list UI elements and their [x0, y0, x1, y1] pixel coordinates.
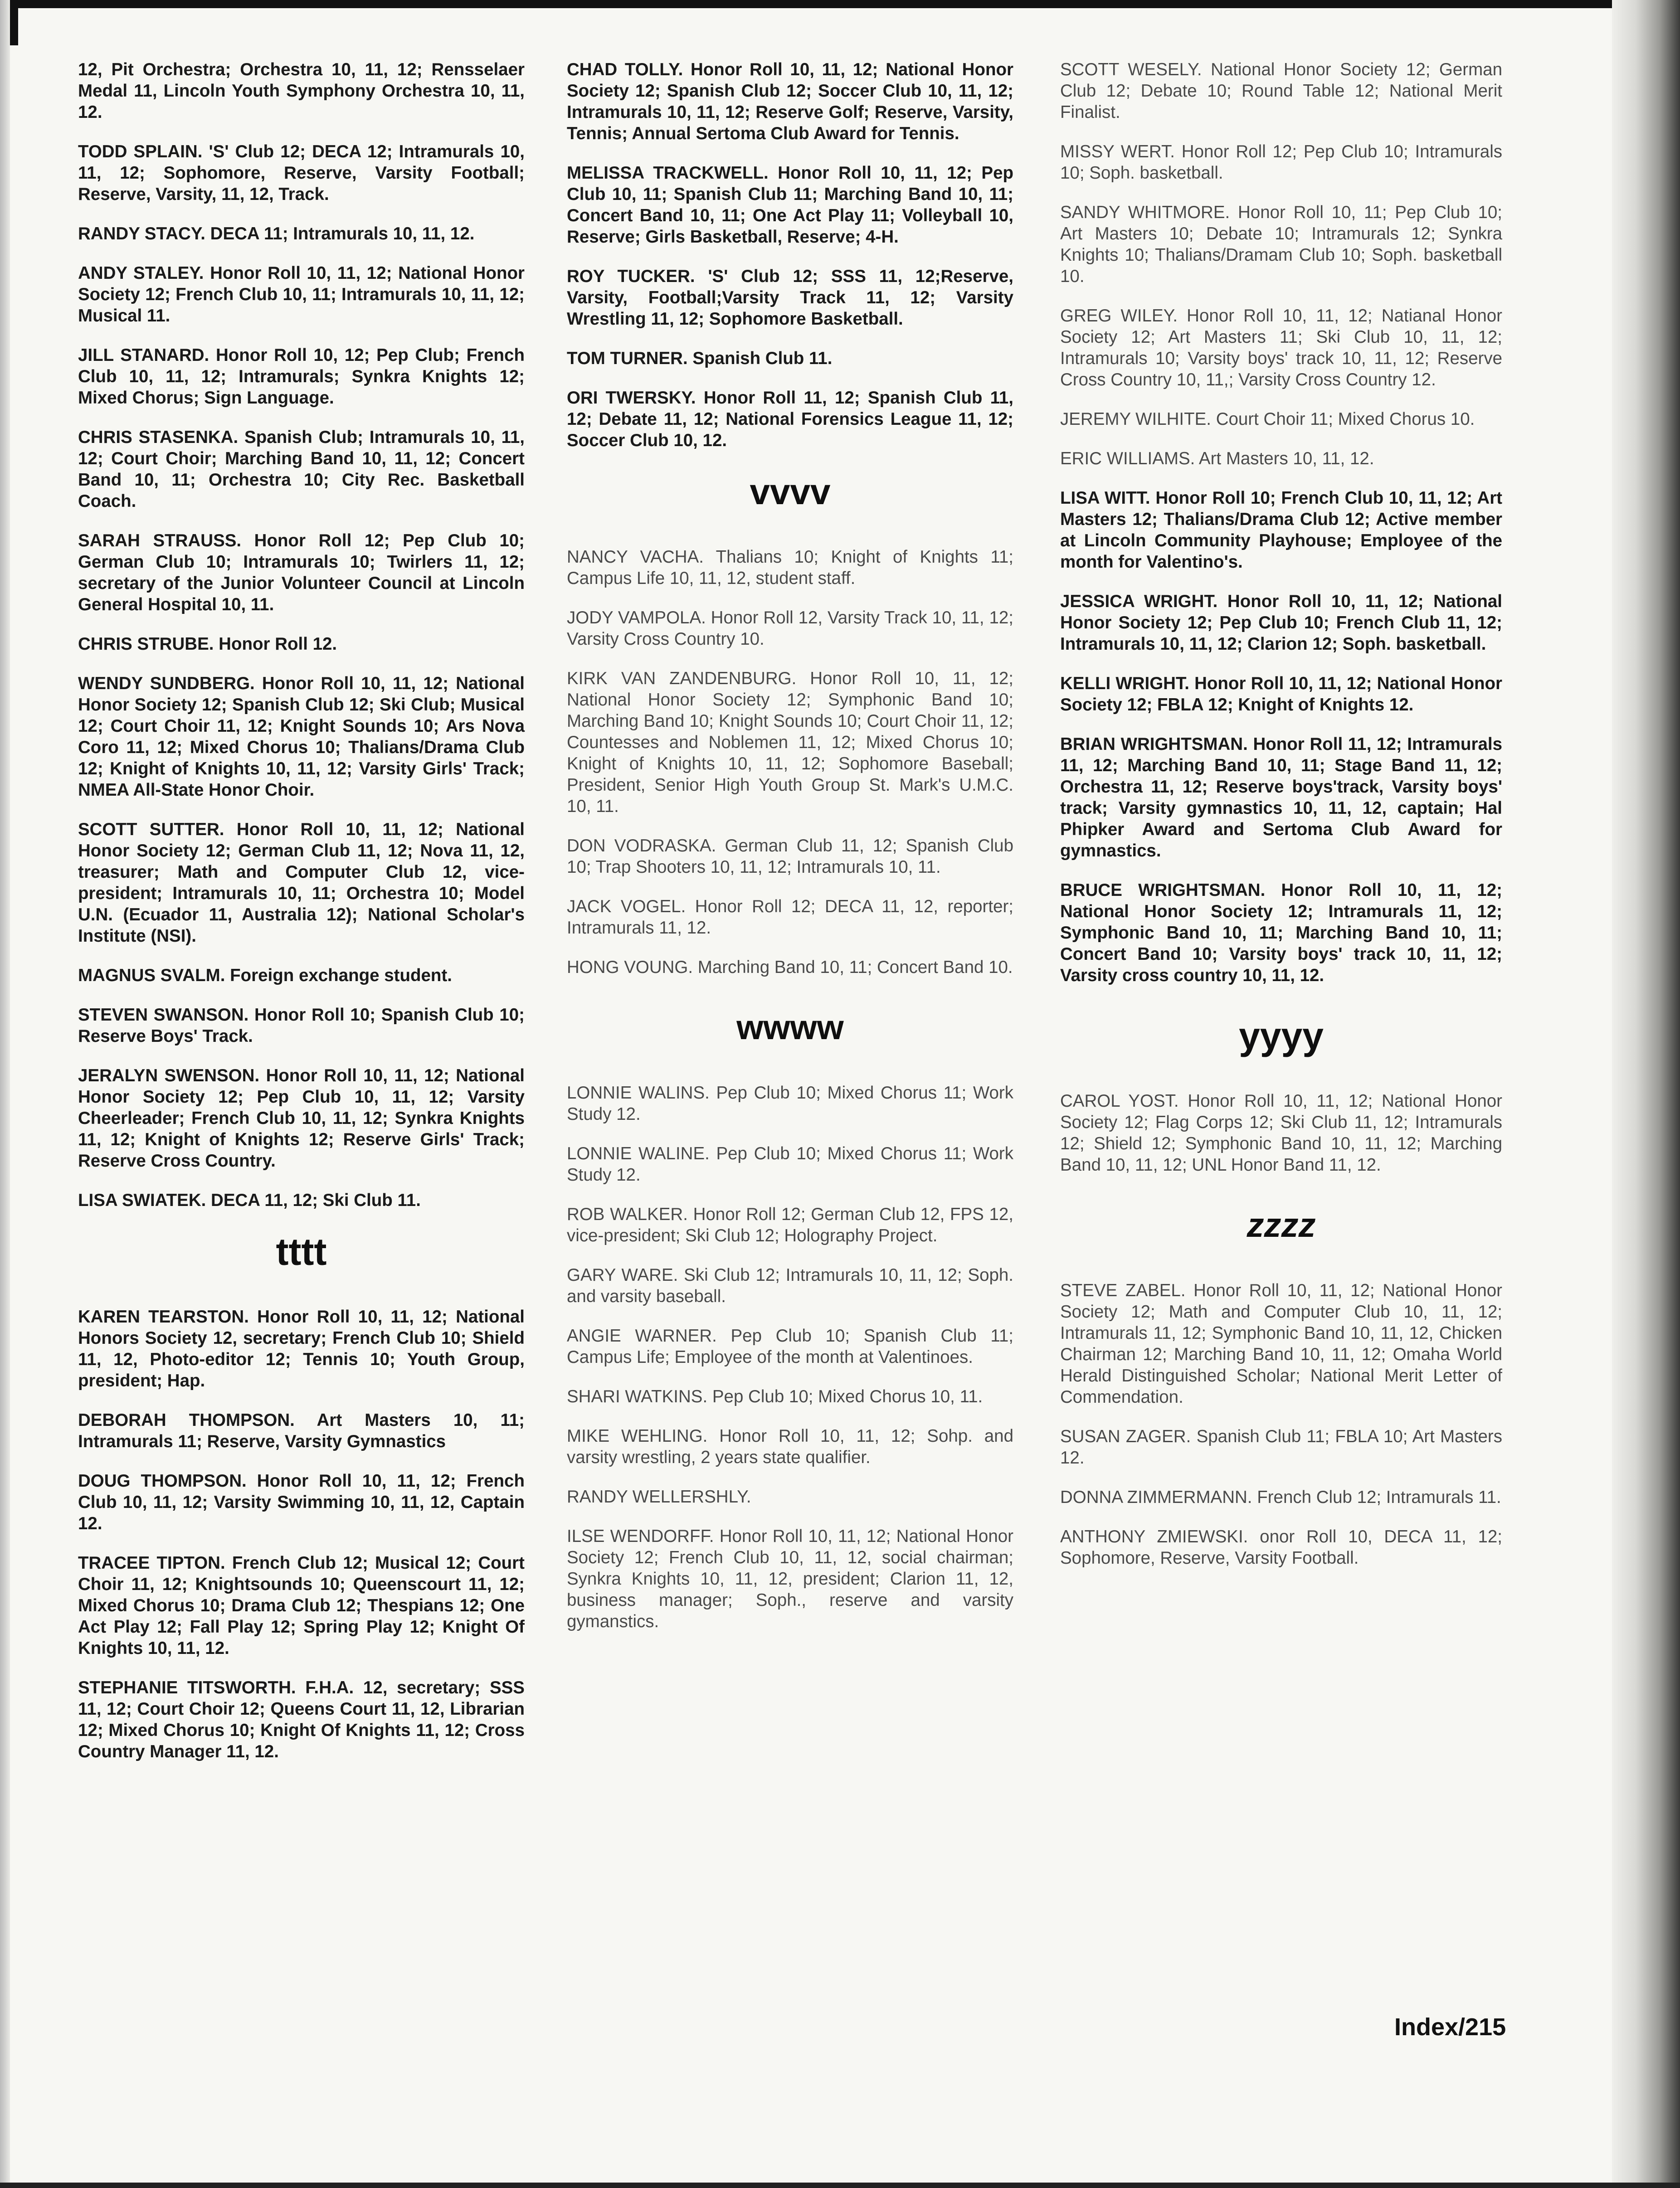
section-w: [567, 1082, 1013, 1632]
index-entry: SARAH STRAUSS. Honor Roll 12; Pep Club 10; German Club 10; Intramurals 10; Twirlers 11, 12; secretary of the Junior Volunteer Council at Lincoln General Hospital 10, 11.: [78, 531, 525, 614]
index-entry: KAREN TEARSTON. Honor Roll 10, 11, 12; National Honors Society 12, secretary; French Club 10; Shield 11, 12, Photo-editor 12; Tennis 10; Youth Group, president; Hap.: [78, 1307, 525, 1391]
index-entry: BRIAN WRIGHTSMAN. Honor Roll 11, 12; Intramurals 11, 12; Marching Band 10, 11; Stage Band 11, 12; Orchestra 11, 12; Reserve boys'track, Varsity boys' track; Varsity gymnastics 10, 11, 12, captain; Hal Phipker Award and Sertoma Club Award for gymnastics.: [1060, 734, 1502, 861]
section-w-continued: [1060, 59, 1502, 986]
section-t: [78, 1306, 525, 1762]
index-entry: RANDY STACY. DECA 11; Intramurals 10, 11, 12.: [78, 224, 475, 243]
index-entry: SANDY WHITMORE. Honor Roll 10, 11; Pep Club 10; Art Masters 10; Debate 10; Intramurals 12; Synkra Knights 10; Thalians/Dramam Club 10; Soph. basketball 10.: [1060, 203, 1502, 286]
column-2: [567, 59, 1013, 1650]
index-entry: MAGNUS SVALM. Foreign exchange student.: [78, 966, 452, 985]
section-s-continued: [78, 59, 525, 1211]
index-entry: GREG WILEY. Honor Roll 10, 11, 12; Natianal Honor Society 12; Art Masters 11; Ski Club 10, 11, 12; Intramurals 10; Varsity boys' track 10, 11, 12; Reserve Cross Country 10, 11,; Varsity Cross Country 12.: [1060, 306, 1502, 389]
index-entry: JERALYN SWENSON. Honor Roll 10, 11, 12; National Honor Society 12; Pep Club 10, 11, 12; Varsity Cheerleader; French Club 10, 11, 12; Synkra Knights 11, 12; Knight of Knights 12; Reserve Girls' Track; Reserve Cross Country.: [78, 1066, 525, 1171]
section-z: [1060, 1280, 1502, 1569]
index-entry: LISA WITT. Honor Roll 10; French Club 10, 11, 12; Art Masters 12; Thalians/Drama Club 12; Active member at Lincoln Community Playhouse; Employee of the month for Valentino's.: [1060, 488, 1502, 572]
index-entry: STEVE ZABEL. Honor Roll 10, 11, 12; National Honor Society 12; Math and Computer Club 10, 11, 12; Intramurals 11, 12; Symphonic Band 10, 11, 12, Chicken Chairman 12; Marching Band 10, 11, 12; Omaha World Herald Distinguished Scholar; National Merit Letter of Commendation.: [1060, 1281, 1502, 1407]
index-entry: ANGIE WARNER. Pep Club 10; Spanish Club 11; Campus Life; Employee of the month at Valentinoes.: [567, 1326, 1013, 1367]
index-entry: DEBORAH THOMPSON. Art Masters 10, 11; Intramurals 11; Reserve, Varsity Gymnastics: [78, 1410, 525, 1451]
index-entry: JACK VOGEL. Honor Roll 12; DECA 11, 12, reporter; Intramurals 11, 12.: [567, 897, 1013, 938]
index-entry: MISSY WERT. Honor Roll 12; Pep Club 10; Intramurals 10; Soph. basketball.: [1060, 142, 1502, 183]
index-entry: TODD SPLAIN. 'S' Club 12; DECA 12; Intramurals 10, 11, 12; Sophomore, Reserve, Varsity Football; Reserve, Varsity, 11, 12, Track.: [78, 142, 525, 204]
section-v: [567, 546, 1013, 978]
index-entry: KELLI WRIGHT. Honor Roll 10, 11, 12; National Honor Society 12; FBLA 12; Knight of Knights 12.: [1060, 674, 1502, 715]
section-heading-z: zzzz: [1247, 1206, 1316, 1245]
index-entry: 12, Pit Orchestra; Orchestra 10, 11, 12; Rensselaer Medal 11, Lincoln Youth Symphony Orchestra 10, 11, 12.: [78, 60, 525, 122]
index-entry: SCOTT WESELY. National Honor Society 12; German Club 12; Debate 10; Round Table 12; National Merit Finalist.: [1060, 60, 1502, 122]
index-entry: HONG VOUNG. Marching Band 10, 11; Concert Band 10.: [567, 958, 1013, 977]
index-entry: NANCY VACHA. Thalians 10; Knight of Knights 11; Campus Life 10, 11, 12, student staff.: [567, 547, 1013, 588]
section-heading-v: vvvv: [750, 472, 831, 512]
index-entry: SHARI WATKINS. Pep Club 10; Mixed Chorus 10, 11.: [567, 1387, 983, 1406]
index-entry: GARY WARE. Ski Club 12; Intramurals 10, 11, 12; Soph. and varsity baseball.: [567, 1265, 1013, 1306]
index-entry: DONNA ZIMMERMANN. French Club 12; Intramurals 11.: [1060, 1488, 1501, 1507]
index-entry: STEPHANIE TITSWORTH. F.H.A. 12, secretary; SSS 11, 12; Court Choir 12; Queens Court 11, 12, Librarian 12; Mixed Chorus 10; Knight Of Knights 11, 12; Cross Country Manager 11, 12.: [78, 1678, 525, 1761]
index-entry: WENDY SUNDBERG. Honor Roll 10, 11, 12; National Honor Society 12; Spanish Club 12; Ski Club; Musical 12; Court Choir 11, 12; Knight Sounds 10; Ars Nova Coro 11, 12; Mixed Chorus 10; Thalians/Drama Club 12; Knight of Knights 10, 11, 12; Varsity Girls' Track; NMEA All-State Honor Choir.: [78, 674, 525, 800]
index-entry: JESSICA WRIGHT. Honor Roll 10, 11, 12; National Honor Society 12; Pep Club 10; French Club 11, 12; Intramurals 10, 11, 12; Clarion 12; Soph. basketball.: [1060, 592, 1502, 654]
top-border: [0, 0, 1680, 8]
index-entry: JODY VAMPOLA. Honor Roll 12, Varsity Track 10, 11, 12; Varsity Cross Country 10.: [567, 608, 1013, 649]
index-entry: ORI TWERSKY. Honor Roll 11, 12; Spanish Club 11, 12; Debate 11, 12; National Forensics League 11, 12; Soccer Club 10, 12.: [567, 388, 1013, 450]
index-entry: ILSE WENDORFF. Honor Roll 10, 11, 12; National Honor Society 12; French Club 10, 11, 12, social chairman; Synkra Knights 10, 11, 12, president; Clarion 11, 12, business manager; Soph., reserve and varsity gymanstics.: [567, 1527, 1013, 1631]
index-entry: MIKE WEHLING. Honor Roll 10, 11, 12; Sohp. and varsity wrestling, 2 years state qualifier.: [567, 1426, 1013, 1467]
index-entry: SUSAN ZAGER. Spanish Club 11; FBLA 10; Art Masters 12.: [1060, 1427, 1502, 1468]
index-entry: LONNIE WALINS. Pep Club 10; Mixed Chorus 11; Work Study 12.: [567, 1083, 1013, 1124]
index-entry: CHRIS STRUBE. Honor Roll 12.: [78, 634, 337, 654]
bottom-border: [0, 2183, 1680, 2188]
section-heading-y: yyyy: [1239, 1015, 1324, 1057]
index-entry: CHAD TOLLY. Honor Roll 10, 11, 12; National Honor Society 12; Spanish Club 12; Soccer Club 10, 11, 12; Intramurals 10, 11, 12; Reserve Golf; Reserve, Varsity, Tennis; Annual Sertoma Club Award for Tennis.: [567, 60, 1013, 143]
left-page-edge: [0, 0, 10, 2188]
index-entry: ANTHONY ZMIEWSKI. onor Roll 10, DECA 11, 12; Sophomore, Reserve, Varsity Football.: [1060, 1527, 1502, 1568]
index-entry: ROY TUCKER. 'S' Club 12; SSS 11, 12;Reserve, Varsity, Football;Varsity Track 11, 12; Varsity Wrestling 11, 12; Sophomore Basketball.: [567, 267, 1013, 329]
index-entry: MELISSA TRACKWELL. Honor Roll 10, 11, 12; Pep Club 10, 11; Spanish Club 11; Marching Band 10, 11; Concert Band 10, 11; One Act Play 11; Volleyball 10, Reserve; Girls Basketball, Reserve; 4-H.: [567, 163, 1013, 247]
index-entry: STEVEN SWANSON. Honor Roll 10; Spanish Club 10; Reserve Boys' Track.: [78, 1005, 525, 1046]
index-entry: TOM TURNER. Spanish Club 11.: [567, 349, 833, 368]
column-3: [1060, 59, 1502, 1587]
index-entry: ANDY STALEY. Honor Roll 10, 11, 12; National Honor Society 12; French Club 10, 11; Intramurals 10, 11, 12; Musical 11.: [78, 263, 525, 326]
index-entry: CAROL YOST. Honor Roll 10, 11, 12; National Honor Society 12; Flag Corps 12; Ski Club 11, 12; Intramurals 12; Shield 12; Symphonic Band 10, 11, 12; Marching Band 10, 11, 12; UNL Honor Band 11, 12.: [1060, 1091, 1502, 1175]
index-entry: BRUCE WRIGHTSMAN. Honor Roll 10, 11, 12; National Honor Society 12; Intramurals 11, 12; Symphonic Band 10, 11; Marching Band 10, 11; Concert Band 10; Varsity boys' track 10, 11, 12; Varsity cross country 10, 11, 12.: [1060, 880, 1502, 985]
section-y: [1060, 1090, 1502, 1176]
index-entry: ERIC WILLIAMS. Art Masters 10, 11, 12.: [1060, 449, 1374, 468]
column-1: [78, 59, 525, 1780]
index-entry: TRACEE TIPTON. French Club 12; Musical 12; Court Choir 11, 12; Knightsounds 10; Queenscourt 11, 12; Mixed Chorus 10; Drama Club 12; Thespians 12; One Act Play 12; Fall Play 12; Spring Play 12; Knight Of Knights 10, 11, 12.: [78, 1553, 525, 1658]
section-heading-w: wwww: [736, 1008, 844, 1047]
index-entry: SCOTT SUTTER. Honor Roll 10, 11, 12; National Honor Society 12; German Club 11, 12; Nova 11, 12, treasurer; Math and Computer Club 12, vice-president; Intramurals 10, 11; Orchestra 10; Model U.N. (Ecuador 11, Australia 12); National Scholar's Institute (NSI).: [78, 820, 525, 946]
section-heading-t: tttt: [276, 1230, 327, 1273]
index-entry: KIRK VAN ZANDENBURG. Honor Roll 10, 11, 12; National Honor Society 12; Symphonic Band 10; Marching Band 10; Knight Sounds 10; Court Choir 11, 12; Countesses and Noblemen 11, 12; Mixed Chorus 10; Knight of Knights 10, 11, 12; Sophomore Baseball; President, Senior High Youth Group St. Mark's U.M.C. 10, 11.: [567, 669, 1013, 816]
section-t-continued: [567, 59, 1013, 451]
index-entry: LISA SWIATEK. DECA 11, 12; Ski Club 11.: [78, 1191, 421, 1210]
index-entry: DOUG THOMPSON. Honor Roll 10, 11, 12; French Club 10, 11, 12; Varsity Swimming 10, 11, 12, Captain 12.: [78, 1471, 525, 1533]
index-entry: JILL STANARD. Honor Roll 10, 12; Pep Club; French Club 10, 11, 12; Intramurals; Synkra Knights 12; Mixed Chorus; Sign Language.: [78, 345, 525, 408]
index-entry: LONNIE WALINE. Pep Club 10; Mixed Chorus 11; Work Study 12.: [567, 1144, 1013, 1185]
page-number: Index/215: [1394, 2013, 1506, 2041]
index-entry: JEREMY WILHITE. Court Choir 11; Mixed Chorus 10.: [1060, 409, 1475, 429]
right-page-edge: [1612, 0, 1680, 2188]
index-entry: DON VODRASKA. German Club 11, 12; Spanish Club 10; Trap Shooters 10, 11, 12; Intramurals 10, 11.: [567, 836, 1013, 877]
index-entry: ROB WALKER. Honor Roll 12; German Club 12, FPS 12, vice-president; Ski Club 12; Holography Project.: [567, 1205, 1013, 1245]
index-entry: RANDY WELLERSHLY.: [567, 1487, 751, 1507]
index-entry: CHRIS STASENKA. Spanish Club; Intramurals 10, 11, 12; Court Choir; Marching Band 10, 11, 12; Concert Band 10, 11; Orchestra 10; City Rec. Basketball Coach.: [78, 428, 525, 511]
